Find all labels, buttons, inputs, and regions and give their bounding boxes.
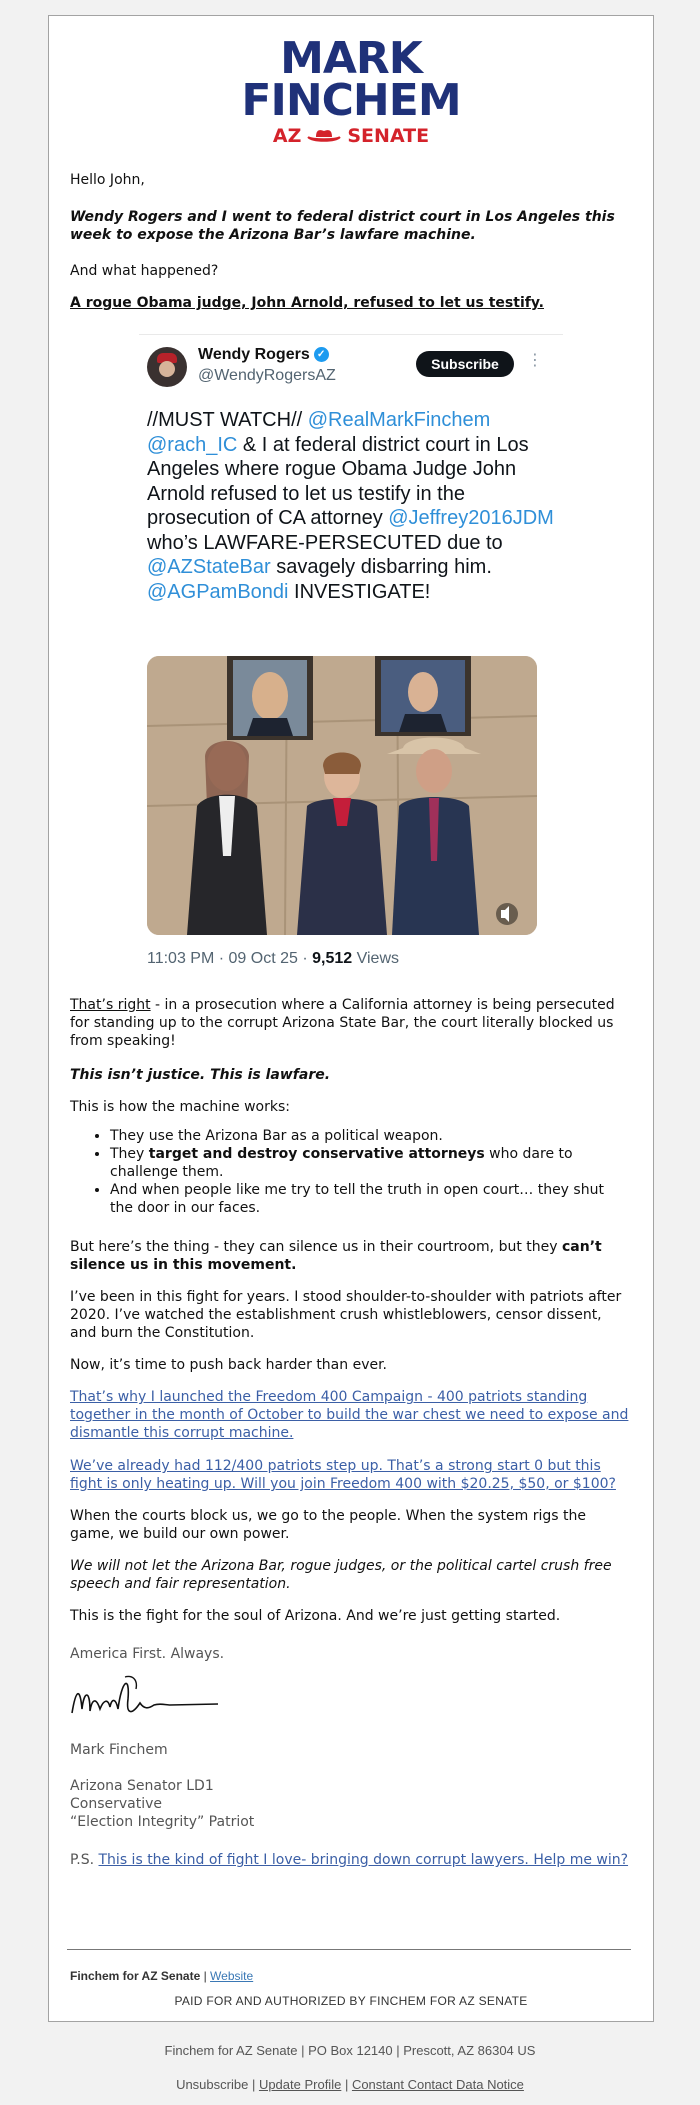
paid-for-notice: PAID FOR AND AUTHORIZED BY FINCHEM FOR AZ SENATE: [174, 1994, 528, 2008]
avatar[interactable]: [147, 347, 187, 387]
silence-paragraph: But here’s the thing - they can silence us in their courtroom, but they can’t silence us in this movement.: [70, 1239, 602, 1273]
tweet-divider: [139, 334, 563, 335]
list-item: • They target and destroy conservative attorneys who dare to challenge them.: [110, 1145, 630, 1181]
machine-paragraph: This is how the machine works:: [70, 1099, 290, 1115]
thats-right-paragraph: [70, 996, 630, 1050]
tweet-mention-link[interactable]: @AGPamBondi: [147, 580, 289, 603]
headline-paragraph: A rogue Obama judge, John Arnold, refused to let us testify.: [70, 295, 544, 311]
intro-paragraph: Wendy Rogers and I went to federal district court in Los Angeles this week to expose the Arizona Bar’s lawfare machine.: [70, 209, 615, 243]
tweet-text-segment: & I at federal district court in Los Angeles where rogue Obama Judge John Arnold refused to let us testify in the prosecution of CA attorney: [147, 433, 529, 529]
logo-office: SENATE: [347, 125, 430, 147]
signer-title-1: Arizona Senator LD1: [70, 1778, 214, 1794]
thats-right-text: - in a prosecution where a California attorney is being persecuted for standing up to the corrupt Arizona State Bar, the court literally blocked us from speaking!: [70, 997, 615, 1049]
footer-org-line: Finchem for AZ Senate | Website: [70, 1969, 254, 1983]
verified-badge-icon: ✓: [314, 347, 329, 362]
tweet-text-segment: who’s LAWFARE-PERSECUTED due to: [147, 531, 503, 554]
tweet-views-label: Views: [352, 950, 399, 967]
unsubscribe-link[interactable]: Unsubscribe: [176, 2077, 249, 2092]
signature-image: [70, 1669, 220, 1729]
tweet-text-segment: savagely disbarring him.: [270, 556, 492, 578]
machine-list: [70, 1127, 630, 1217]
email-card: [48, 15, 654, 2022]
tweet-photo[interactable]: [147, 656, 537, 935]
signer-title-3: “Election Integrity” Patriot: [70, 1814, 255, 1830]
logo-state: AZ: [272, 125, 302, 147]
tweet-text-segment: //MUST WATCH//: [147, 409, 308, 431]
bottom-links: Unsubscribe | Update Profile | Constant Contact Data Notice: [176, 2077, 524, 2092]
data-notice-link[interactable]: Constant Contact Data Notice: [351, 2077, 524, 2092]
finchem-logo: [49, 33, 653, 148]
tweet-text: [147, 408, 557, 604]
donate-link[interactable]: We’ve already had 112/400 patriots step up. That’s a strong start 0 but this fight is only heating up. Will you join Freedom 400 with $20.25, $50, or $100?: [70, 1458, 616, 1492]
website-link[interactable]: Website: [210, 1969, 254, 1983]
embedded-tweet[interactable]: [139, 334, 563, 974]
tweet-mention-link[interactable]: @Jeffrey2016JDM: [388, 507, 554, 529]
list-item: • They use the Arizona Bar as a political weapon.: [110, 1127, 630, 1145]
freedom-400-link[interactable]: That’s why I launched the Freedom 400 Campaign - 400 patriots standing together in the month of October to build the war chest we need to expose and dismantle this corrupt machine.: [70, 1389, 629, 1441]
push-paragraph: Now, it’s time to push back harder than ever.: [70, 1357, 388, 1373]
ps-link[interactable]: This is the kind of fight I love- bringing down corrupt lawyers. Help me win?: [98, 1852, 629, 1868]
photo-illustration: [147, 656, 537, 935]
tweet-text-segment: INVESTIGATE!: [288, 580, 431, 603]
update-profile-link[interactable]: Update Profile: [258, 2077, 342, 2092]
tweet-author-name[interactable]: Wendy Rogers: [198, 346, 310, 363]
cowboy-hat-icon: [307, 128, 341, 144]
tweet-mention-link[interactable]: @AZStateBar: [147, 556, 271, 578]
tweet-views-count: 9,512: [312, 950, 353, 967]
logo-line-mark: MARK: [280, 33, 422, 84]
courts-paragraph: When the courts block us, we go to the people. When the system rigs the game, we build our own power.: [70, 1508, 586, 1542]
signer-title-2: Conservative: [70, 1796, 163, 1812]
subscribe-button[interactable]: Subscribe: [416, 351, 514, 377]
logo-line-finchem: FINCHEM: [241, 75, 461, 126]
tweet-handle[interactable]: @WendyRogersAZ: [198, 367, 336, 384]
america-first: America First. Always.: [70, 1646, 225, 1662]
lawfare-paragraph: This isn’t justice. This is lawfare.: [70, 1067, 331, 1083]
fight-paragraph: I’ve been in this fight for years. I stood shoulder-to-shoulder with patriots after 2020. I’ve watched the establishment crush whistleblowers, censor dissent, and burn the Constitution.: [70, 1289, 622, 1341]
tweet-timestamp[interactable]: 11:03 PM · 09 Oct 25 ·: [147, 950, 313, 967]
footer-divider: [67, 1949, 631, 1950]
soul-paragraph: This is the fight for the soul of Arizona. And we’re just getting started.: [70, 1608, 561, 1624]
tweet-mention-link[interactable]: @rach_IC: [147, 433, 238, 456]
thats-right-link[interactable]: That’s right: [70, 997, 151, 1013]
mailing-address: Finchem for AZ Senate | PO Box 12140 | Prescott, AZ 86304 US: [164, 2043, 536, 2058]
more-options-icon[interactable]: ⋮: [527, 350, 543, 369]
signer-name: Mark Finchem: [70, 1742, 168, 1758]
ps-paragraph: P.S. This is the kind of fight I love- bringing down corrupt lawyers. Help me win?: [70, 1852, 629, 1868]
greeting: Hello John,: [70, 172, 145, 188]
question-paragraph: And what happened?: [70, 263, 219, 279]
footer-org: Finchem for AZ Senate: [70, 1969, 201, 1983]
tweet-mention-link[interactable]: @RealMarkFinchem: [307, 409, 491, 431]
will-not-paragraph: We will not let the Arizona Bar, rogue judges, or the political cartel crush free speech and fair representation.: [70, 1558, 612, 1592]
list-item: • And when people like me try to tell the truth in open court… they shut the door in our faces.: [110, 1181, 630, 1217]
